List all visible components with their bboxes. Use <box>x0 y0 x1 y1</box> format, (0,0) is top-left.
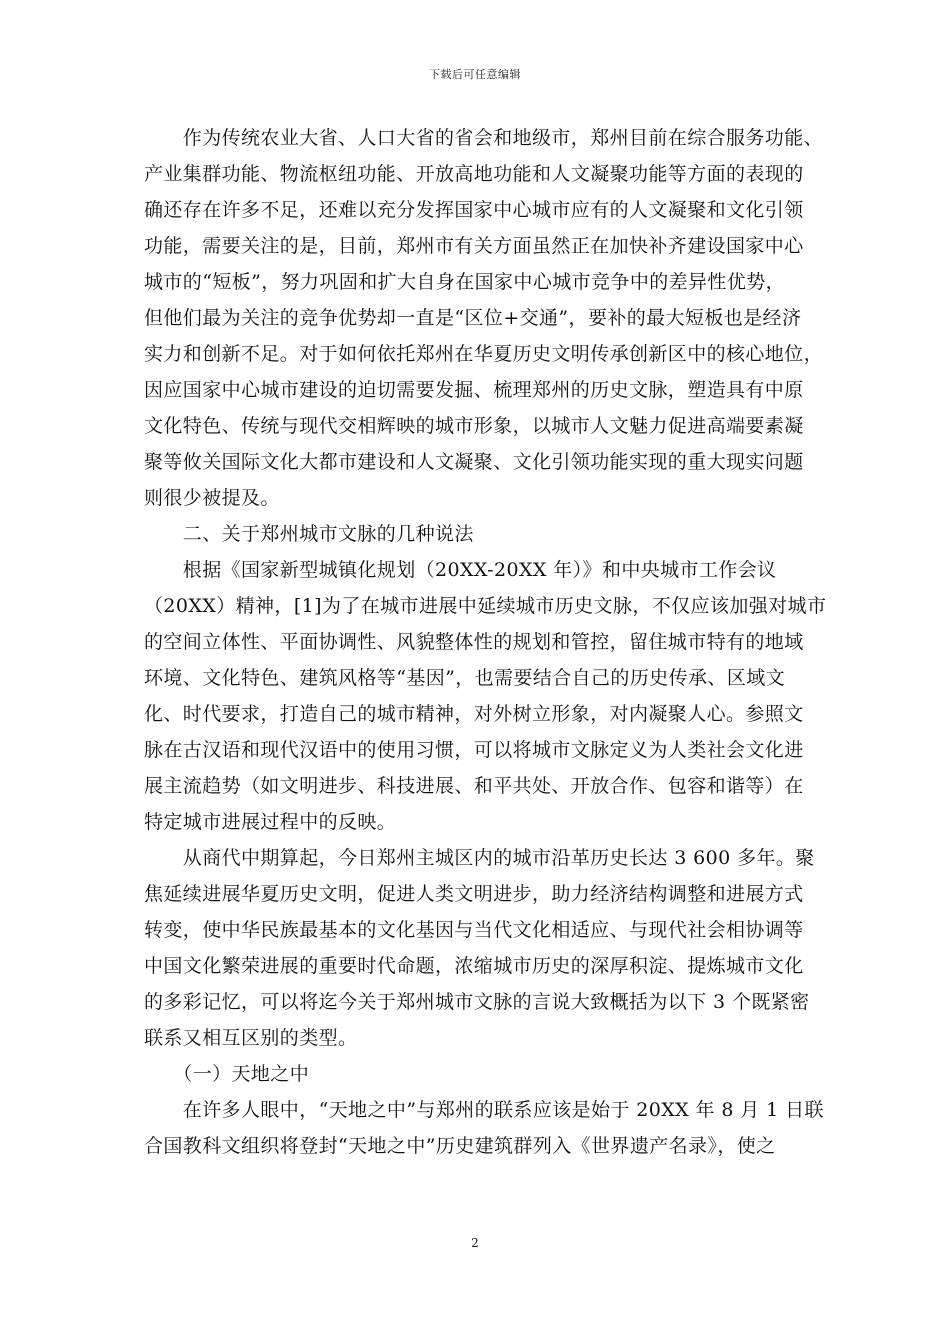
text-line: 转变，使中华民族最基本的文化基因与当代文化相适应、与现代社会相协调等 <box>144 919 804 941</box>
page-header: 下载后可任意编辑 <box>429 68 521 81</box>
text-line: 脉在古汉语和现代汉语中的使用习惯，可以将城市文脉定义为人类社会文化进 <box>144 739 804 761</box>
text-line: 但他们最为关注的竞争优势却一直是“区位+交通”，要补的最大短板也是经济 <box>144 307 802 329</box>
text-line: 化、时代要求，打造自己的城市精神，对外树立形象，对内凝聚人心。参照文 <box>144 703 804 725</box>
text-line: 产业集群功能、物流枢纽功能、开放高地功能和人文凝聚功能等方面的表现的 <box>144 163 804 185</box>
text-line: 确还存在许多不足，还难以充分发挥国家中心城市应有的人文凝聚和文化引领 <box>144 199 804 221</box>
text-line: 的空间立体性、平面协调性、风貌整体性的规划和管控，留住城市特有的地域 <box>144 631 804 653</box>
text-line: 焦延续进展华夏历史文明，促进人类文明进步，助力经济结构调整和进展方式 <box>144 883 804 905</box>
text-line: 中国文化繁荣进展的重要时代命题，浓缩城市历史的深厚积淀、提炼城市文化 <box>144 955 804 977</box>
text-line: 合国教科文组织将登封“天地之中”历史建筑群列入《世界遗产名录》，使之 <box>144 1135 776 1157</box>
subsection-heading: （一）天地之中 <box>144 1063 310 1085</box>
text-line: 的多彩记忆，可以将迄今关于郑州城市文脉的言说大致概括为以下 3 个既紧密 <box>144 991 810 1013</box>
text-line: （20XX）精神，[1]为了在城市进展中延续城市历史文脉，不仅应该加强对城市 <box>144 595 827 617</box>
text-line: 因应国家中心城市建设的迫切需要发掘、梳理郑州的历史文脉，塑造具有中原 <box>144 379 804 401</box>
text-line: 联系又相互区别的类型。 <box>144 1027 358 1049</box>
text-line: 特定城市进展过程中的反映。 <box>144 811 397 833</box>
page-number: 2 <box>471 1236 479 1250</box>
text-line: 从商代中期算起，今日郑州主城区内的城市沿革历史长达 3 600 多年。聚 <box>144 847 815 869</box>
text-line: 展主流趋势（如文明进步、科技进展、和平共处、开放合作、包容和谐等）在 <box>144 775 804 797</box>
text-line: 聚等攸关国际文化大都市建设和人文凝聚、文化引领功能实现的重大现实问题 <box>144 451 804 473</box>
text-line: 城市的“短板”，努力巩固和扩大自身在国家中心城市竞争中的差异性优势， <box>144 271 786 293</box>
section-heading: 二、关于郑州城市文脉的几种说法 <box>144 523 474 545</box>
text-line: 在许多人眼中，“天地之中”与郑州的联系应该是始于 20XX 年 8 月 1 日联 <box>144 1099 824 1121</box>
text-line: 根据《国家新型城镇化规划（20XX-20XX 年）》和中央城市工作会议 <box>144 559 777 581</box>
text-line: 功能，需要关注的是，目前，郑州市有关方面虽然正在加快补齐建设国家中心 <box>144 235 804 257</box>
text-line: 文化特色、传统与现代交相辉映的城市形象，以城市人文魅力促进高端要素凝 <box>144 415 804 437</box>
text-line: 作为传统农业大省、人口大省的省会和地级市，郑州目前在综合服务功能、 <box>144 127 824 149</box>
text-line: 实力和创新不足。对于如何依托郑州在华夏历史文明传承创新区中的核心地位， <box>144 343 824 365</box>
text-line: 环境、文化特色、建筑风格等“基因”，也需要结合自己的历史传承、区域文 <box>144 667 786 689</box>
text-line: 则很少被提及。 <box>144 487 280 509</box>
